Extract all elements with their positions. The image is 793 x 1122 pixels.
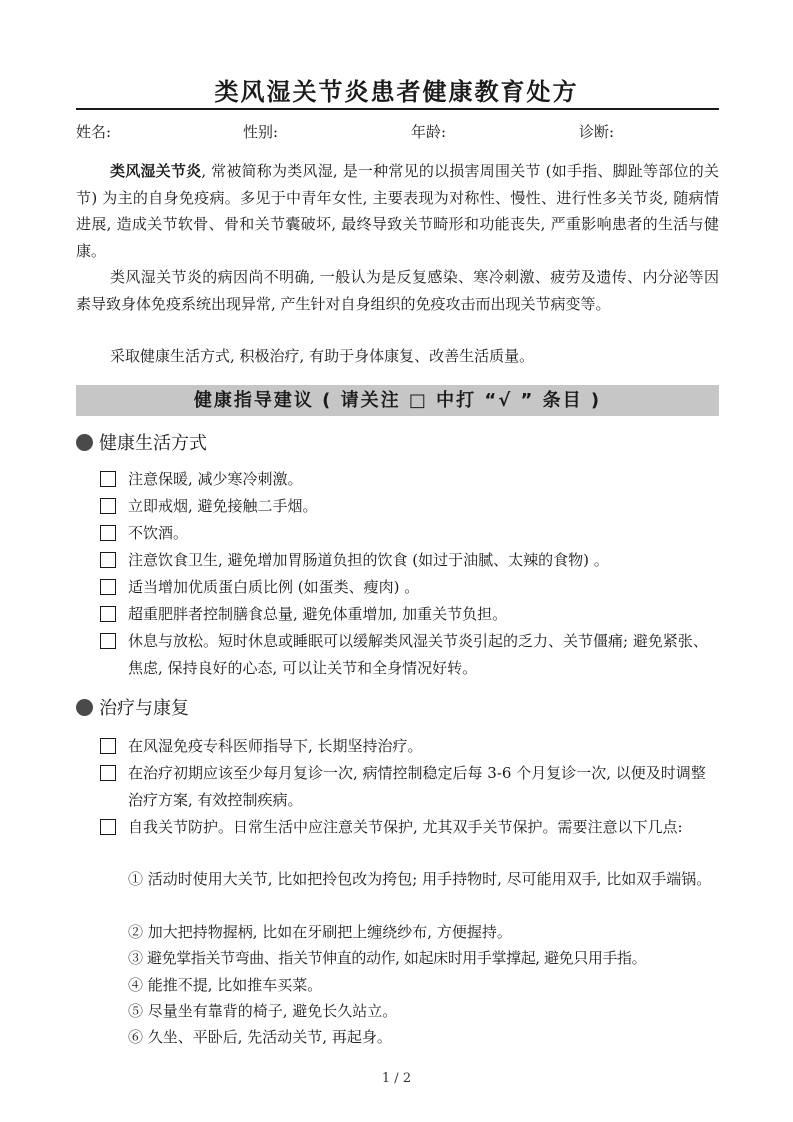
intro-paragraph-3: 采取健康生活方式, 积极治疗, 有助于身体康复、改善生活质量。 bbox=[110, 347, 535, 365]
name-field-label: 姓名: bbox=[76, 123, 112, 141]
checklist-item bbox=[100, 493, 720, 520]
guidance-banner: 健康指导建议 ( 请关注 □ 中打 “√ ” 条目 ) bbox=[76, 385, 719, 416]
age-field-label: 年龄: bbox=[411, 123, 447, 141]
checkbox[interactable] bbox=[100, 498, 116, 514]
checkbox[interactable] bbox=[100, 471, 116, 487]
intro-paragraph-2: 类风湿关节炎的病因尚不明确, 一般认为是反复感染、寒冷刺激、疲劳及遗传、内分泌等因素导致身体免疫系统出现异常, 产生针对自身组织的免疫攻击而出现关节病变等。 bbox=[76, 268, 719, 313]
checklist-item-text: 自我关节防护。日常生活中应注意关节保护, 尤其双手关节保护。需要注意以下几点: bbox=[128, 818, 683, 836]
checklist-item-text: 适当增加优质蛋白质比例 (如蛋类、瘦肉) 。 bbox=[128, 578, 420, 596]
checklist-item bbox=[100, 520, 720, 547]
title-underline bbox=[76, 108, 719, 110]
section-lifestyle-heading bbox=[76, 431, 207, 457]
checklist-item-text: 在风湿免疫专科医师指导下, 长期坚持治疗。 bbox=[128, 737, 423, 755]
joint-protection-tip: ① 活动时使用大关节, 比如把拎包改为挎包; 用手持物时, 尽可能用双手, 比如双手端锅。 bbox=[128, 870, 712, 888]
patient-info-fields bbox=[0, 121, 793, 145]
checkbox[interactable] bbox=[100, 765, 116, 781]
checklist-item-text: 注意饮食卫生, 避免增加胃肠道负担的饮食 (如过于油腻、太辣的食物) 。 bbox=[128, 551, 609, 569]
checklist-item bbox=[100, 466, 720, 493]
section-lifestyle-title: 健康生活方式 bbox=[99, 433, 207, 454]
checklist-item bbox=[100, 760, 720, 814]
checkbox[interactable] bbox=[100, 819, 116, 835]
checkbox[interactable] bbox=[100, 552, 116, 568]
checklist-item-text: 超重肥胖者控制膳食总量, 避免体重增加, 加重关节负担。 bbox=[128, 605, 508, 623]
checkbox[interactable] bbox=[100, 738, 116, 754]
bullet-icon bbox=[76, 699, 93, 716]
checkbox[interactable] bbox=[100, 579, 116, 595]
joint-protection-tip: ③ 避免掌指关节弯曲、指关节伸直的动作, 如起床时用手掌撑起, 避免只用手指。 bbox=[128, 949, 647, 967]
checklist-item bbox=[100, 814, 720, 841]
checklist-item bbox=[100, 733, 720, 760]
checklist-item bbox=[100, 628, 720, 682]
section-treatment-heading bbox=[76, 696, 189, 722]
checklist-item-text: 立即戒烟, 避免接触二手烟。 bbox=[128, 497, 318, 515]
checklist-item-text: 休息与放松。短时休息或睡眠可以缓解类风湿关节炎引起的乏力、关节僵痛; 避免紧张、焦虑, 保持良好的心态, 可以让关节和全身情况好转。 bbox=[128, 632, 708, 677]
gender-field-label: 性别: bbox=[243, 123, 279, 141]
checklist-item-text: 注意保暖, 减少寒冷刺激。 bbox=[128, 470, 303, 488]
checkbox[interactable] bbox=[100, 525, 116, 541]
checkbox[interactable] bbox=[100, 606, 116, 622]
checklist-item bbox=[100, 601, 720, 628]
bullet-icon bbox=[76, 434, 93, 451]
diagnosis-field-label: 诊断: bbox=[579, 123, 615, 141]
checklist-item bbox=[100, 574, 720, 601]
checklist-item bbox=[100, 547, 720, 574]
disease-name-bold: 类风湿关节炎 bbox=[110, 162, 202, 180]
joint-protection-tip: ② 加大把持物握柄, 比如在牙刷把上缠绕纱布, 方便握持。 bbox=[128, 923, 512, 941]
joint-protection-tip: ⑥ 久坐、平卧后, 先活动关节, 再起身。 bbox=[128, 1028, 392, 1046]
checklist-item-text: 在治疗初期应该至少每月复诊一次, 病情控制稳定后每 3-6 个月复诊一次, 以便及时调整治疗方案, 有效控制疾病。 bbox=[128, 764, 706, 809]
document-title: 类风湿关节炎患者健康教育处方 bbox=[214, 78, 579, 106]
intro-paragraph-1 bbox=[76, 158, 719, 264]
joint-protection-tip: ⑤ 尽量坐有靠背的椅子, 避免长久站立。 bbox=[128, 1002, 398, 1020]
intro-p1-text: , 常被简称为类风湿, 是一种常见的以损害周围关节 (如手指、脚趾等部位的关节) 为主的自身免疫病。多见于中青年女性, 主要表现为对称性、慢性、进行性多关节炎, 随病情进展, 造成关节软骨、骨和关节囊破坏, 最终导致关节畸形和功能丧失, 严重影响患者的生活与健康。 bbox=[76, 162, 719, 260]
joint-protection-tip: ④ 能推不提, 比如推车买菜。 bbox=[128, 976, 323, 994]
checkbox[interactable] bbox=[100, 633, 116, 649]
section-treatment-title: 治疗与康复 bbox=[99, 698, 189, 719]
checklist-item-text: 不饮酒。 bbox=[128, 524, 189, 542]
page-number: 1 / 2 bbox=[381, 1071, 412, 1086]
